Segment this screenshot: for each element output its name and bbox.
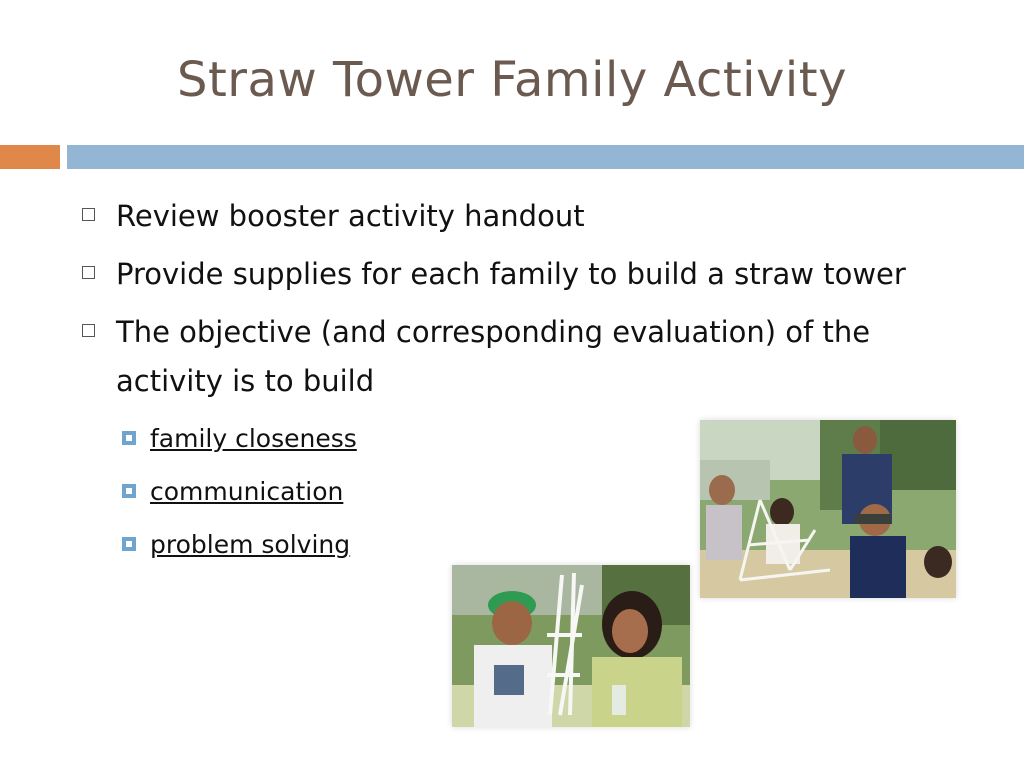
square-bullet-icon bbox=[82, 324, 95, 337]
filled-square-bullet-icon bbox=[122, 484, 136, 498]
accent-bar-blue bbox=[67, 145, 1024, 169]
square-bullet-icon bbox=[82, 266, 95, 279]
filled-square-bullet-icon bbox=[122, 537, 136, 551]
bullet-text: The objective (and corresponding evaluation) of the activity is to build bbox=[116, 315, 871, 398]
accent-bar-orange bbox=[0, 145, 60, 169]
filled-square-bullet-icon bbox=[122, 431, 136, 445]
slide-title: Straw Tower Family Activity bbox=[177, 52, 847, 108]
sub-bullet-link-communication[interactable]: communication bbox=[150, 477, 344, 506]
square-bullet-icon bbox=[82, 208, 95, 221]
bullet-text: Provide supplies for each family to build a straw tower bbox=[116, 257, 906, 291]
sub-bullet-link-problem-solving[interactable]: problem solving bbox=[150, 530, 351, 559]
sub-bullet-link-family-closeness[interactable]: family closeness bbox=[150, 424, 357, 453]
bullet-item bbox=[80, 250, 980, 299]
bullet-text: Review booster activity handout bbox=[116, 199, 585, 233]
photo-couple bbox=[452, 565, 690, 727]
bullet-item bbox=[80, 192, 980, 241]
photo-family-group bbox=[700, 420, 956, 598]
